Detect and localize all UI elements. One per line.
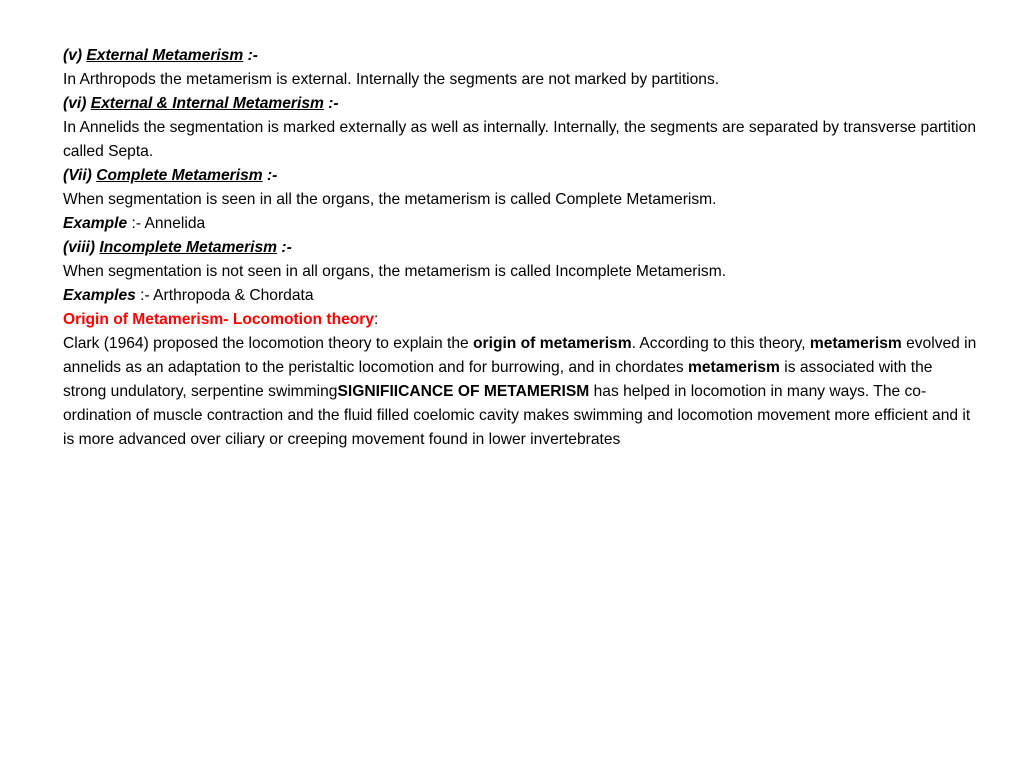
heading-suffix: :- xyxy=(262,167,278,184)
heading-title: Complete Metamerism xyxy=(96,167,263,184)
heading-external-metamerism xyxy=(63,44,978,68)
text-run: Clark (1964) proposed the locomotion theory to explain the xyxy=(63,335,474,352)
heading-number: (viii) xyxy=(63,239,100,256)
paragraph-complete-metamerism: When segmentation is seen in all the organs, the metamerism is called Complete Metamerism. xyxy=(63,191,717,208)
text-run: is associated with the strong undulatory, serpentine swimming xyxy=(63,359,933,400)
example-label: Examples xyxy=(63,287,136,304)
heading-origin-of-metamerism xyxy=(63,308,978,332)
example-label: Example xyxy=(63,215,128,232)
bold-run: origin of metamerism xyxy=(473,335,632,352)
heading-number: (v) xyxy=(63,47,87,64)
paragraph-external-internal-metamerism: In Annelids the segmentation is marked externally as well as internally. Internally, the segments are separated by transverse partition called Septa. xyxy=(63,119,976,160)
heading-title: External Metamerism xyxy=(86,47,244,64)
heading-title: Incomplete Metamerism xyxy=(99,239,278,256)
example-value: :- Arthropoda & Chordata xyxy=(135,287,314,304)
significance-heading: SIGNIFIICANCE OF METAMERISM xyxy=(337,383,590,400)
heading-suffix: :- xyxy=(277,239,292,256)
text-run: . According to this theory, xyxy=(631,335,810,352)
heading-complete-metamerism xyxy=(63,164,978,188)
origin-heading-text: Origin of Metamerism- Locomotion theory xyxy=(63,311,375,328)
slide-content xyxy=(63,44,978,452)
heading-external-internal-metamerism xyxy=(63,92,978,116)
heading-suffix: :- xyxy=(323,95,339,112)
example-value: :- Annelida xyxy=(127,215,206,232)
paragraph-incomplete-metamerism: When segmentation is not seen in all organs, the metamerism is called Incomplete Metamerism. xyxy=(63,263,727,280)
heading-number: (vi) xyxy=(63,95,91,112)
example-complete-metamerism xyxy=(63,212,978,236)
bold-run: metamerism xyxy=(688,359,780,376)
heading-title: External & Internal Metamerism xyxy=(90,95,324,112)
text-run: has helped in locomotion in many ways. The co-ordination of muscle contraction and the fluid filled coelomic cavity makes swimming and locomotion movement more efficient and it is more advanced over ciliary or creeping movement found in lower invertebrates xyxy=(63,383,971,448)
heading-number: (Vii) xyxy=(63,167,97,184)
example-incomplete-metamerism xyxy=(63,284,978,308)
paragraph-origin-of-metamerism xyxy=(63,332,978,452)
heading-incomplete-metamerism xyxy=(63,236,978,260)
heading-suffix: :- xyxy=(243,47,258,64)
origin-heading-colon: : xyxy=(374,311,379,328)
bold-run: metamerism xyxy=(809,335,902,352)
paragraph-external-metamerism: In Arthropods the metamerism is external. Internally the segments are not marked by partitions. xyxy=(63,71,720,88)
text-run: evolved in annelids as an adaptation to the peristaltic locomotion and for burrowing, and in chordates xyxy=(63,335,977,376)
